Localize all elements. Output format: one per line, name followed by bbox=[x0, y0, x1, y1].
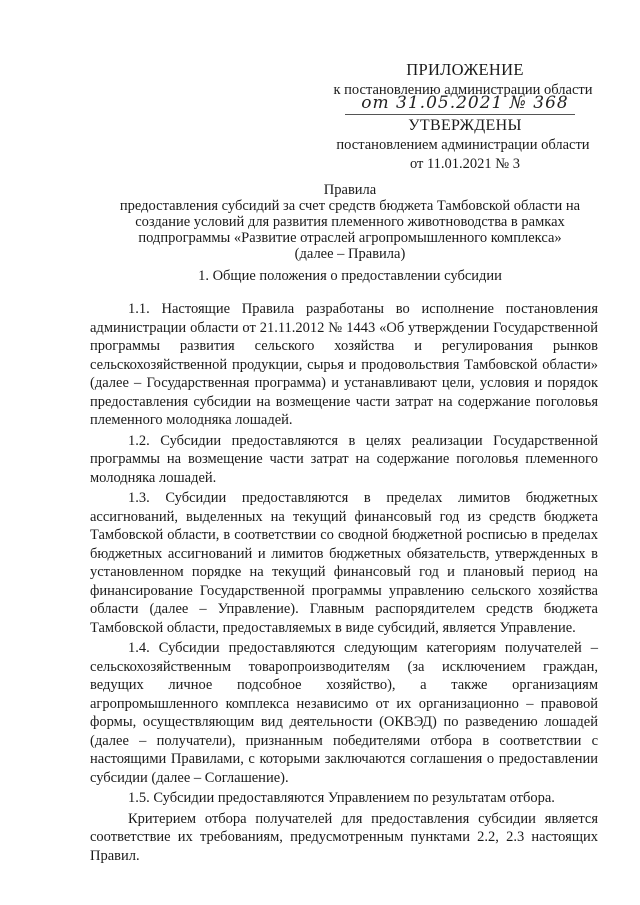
approved-heading: УТВЕРЖДЕНЫ bbox=[408, 117, 522, 134]
title-line-4: подпрограммы «Развитие отраслей агропромышленного комплекса» bbox=[138, 230, 562, 246]
document-title bbox=[90, 182, 610, 262]
paragraph-1-5: 1.5. Субсидии предоставляются Управлением по результатам отбора. bbox=[128, 790, 555, 806]
approved-by: постановлением администрации области bbox=[336, 137, 590, 153]
appendix-to-resolution: к постановлению администрации области bbox=[333, 82, 593, 98]
title-line-2: предоставления субсидий за счет средств бюджета Тамбовской области на bbox=[119, 198, 581, 214]
handwritten-underline bbox=[345, 114, 575, 115]
title-line-3: создание условий для развития племенного животноводства в рамках bbox=[135, 214, 565, 230]
paragraph-1-3: 1.3. Субсидии предоставляются в пределах лимитов бюджетных ассигнований, выделенных на текущий финансовый год из средств бюджета Тамбовской области, в соответствии со сводной бюджетной росписью в пределах бюджетных ассигнований и лимитов бюджетных обязательств, утвержденных в установленном порядке на текущий финансовый год и плановый период на финансирование Государственной программы управлению сельского хозяйства области (далее – Управление). Главным распорядителем средств бюджета Тамбовской области, предоставляемых в виде субсидий, является Управление. bbox=[90, 490, 598, 636]
section-body bbox=[90, 300, 598, 867]
approved-date: от 11.01.2021 № 3 bbox=[409, 156, 521, 172]
title-line-1: Правила bbox=[323, 182, 377, 198]
section-heading: 1. Общие положения о предоставлении субсидии bbox=[198, 268, 502, 284]
title-line-5: (далее – Правила) bbox=[294, 246, 406, 262]
paragraph-selection-criterion: Критерием отбора получателей для предоставления субсидии является соответствие их требованиям, предусмотренным пунктами 2.2, 2.3 настоящих Правил. bbox=[90, 810, 598, 864]
appendix-title: ПРИЛОЖЕНИЕ bbox=[406, 60, 524, 79]
paragraph-1-4: 1.4. Субсидии предоставляются следующим категориям получателей – сельскохозяйственным товаропроизводителям (за исключением граждан, ведущих личное подсобное хозяйство), а также организациям агропромышленного комплекса независимо от их организационно – правовой формы, осуществляющим вид деятельности (ОКВЭД) по разведению лошадей (далее – получатели), признанным победителями отбора в соответствии с настоящими Правилами, с которыми заключаются соглашения о предоставлении субсидии (далее – Соглашение). bbox=[90, 640, 598, 786]
paragraph-1-2: 1.2. Субсидии предоставляются в целях реализации Государственной программы на возмещение части затрат на содержание поголовья племенного молодняка лошадей. bbox=[90, 432, 598, 486]
handwritten-date-number: от 31.05.2021 № 368 bbox=[361, 93, 569, 113]
paragraph-1-1: 1.1. Настоящие Правила разработаны во исполнение постановления администрации области от 21.11.2012 № 1443 «Об утверждении Государственной программы развития сельского хозяйства и регулирования рынков сельскохозяйственной продукции, сырья и продовольствия Тамбовской области» (далее – Государственная программа) и устанавливают цели, условия и порядок предоставления субсидии на возмещение части затрат на содержание поголовья племенного молодняка лошадей. bbox=[90, 301, 598, 428]
